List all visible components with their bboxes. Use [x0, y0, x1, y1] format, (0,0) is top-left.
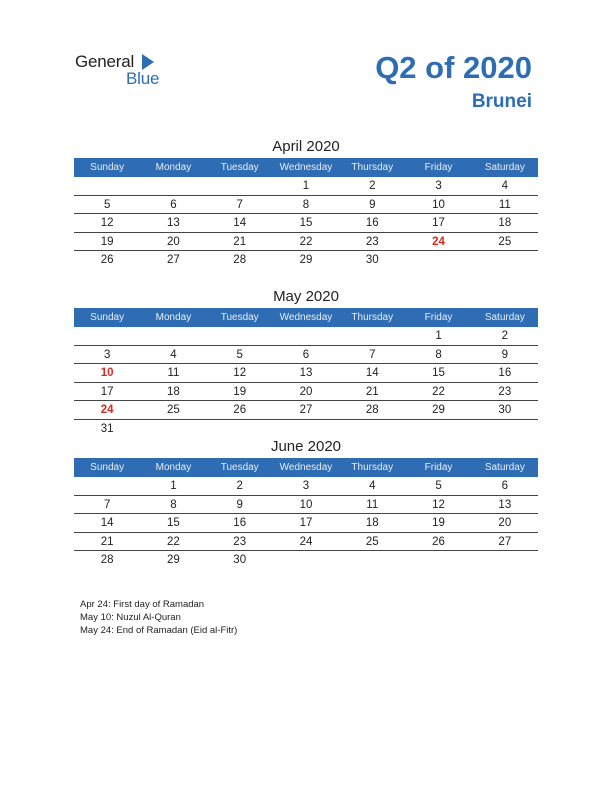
day-cell: 6 — [501, 480, 509, 492]
day-cell: 4 — [170, 348, 177, 361]
week-row — [74, 196, 538, 215]
day-cell: 20 — [498, 517, 512, 530]
day-cell: 8 — [435, 348, 442, 361]
day-cell: 22 — [167, 535, 180, 548]
day-cell: 18 — [365, 517, 379, 530]
day-cell — [140, 420, 206, 438]
day-cell: 7 — [103, 498, 111, 511]
weekday-label: Thursday — [351, 312, 394, 323]
day-cell: 29 — [167, 554, 180, 567]
day-cell: 23 — [233, 535, 247, 548]
weekday-label: Monday — [155, 462, 192, 473]
day-cell: 21 — [100, 535, 114, 548]
day-cell: 1 — [435, 330, 442, 342]
weekday-label: Monday — [155, 162, 192, 173]
day-cell: 19 — [233, 385, 247, 398]
day-cell: 25 — [365, 535, 379, 548]
day-cell — [339, 551, 405, 569]
day-cell: 15 — [299, 217, 313, 230]
weekday-header — [74, 458, 538, 477]
day-cell: 7 — [369, 348, 376, 361]
logo — [75, 52, 175, 92]
day-cell — [472, 420, 538, 438]
day-cell: 17 — [432, 217, 445, 230]
day-cell: 21 — [233, 235, 247, 248]
week-row — [74, 177, 538, 196]
week-row — [74, 496, 538, 515]
day-cell: 7 — [236, 198, 243, 211]
page-title: Q2 of 2020 — [375, 50, 532, 85]
weekday-label: Wednesday — [279, 312, 333, 323]
day-cell: 2 — [236, 480, 243, 492]
weekday-label: Saturday — [484, 462, 525, 473]
day-cell: 4 — [501, 180, 509, 192]
day-cell: 10 — [100, 367, 114, 380]
day-cell: 21 — [365, 385, 379, 398]
weekday-label: Tuesday — [220, 162, 259, 173]
day-cell — [472, 251, 538, 269]
day-cell: 24 — [299, 535, 313, 548]
day-cell — [273, 420, 339, 438]
day-cell: 15 — [432, 367, 445, 380]
country-subtitle: Brunei — [471, 91, 532, 112]
day-cell: 20 — [167, 235, 180, 248]
day-cell: 24 — [432, 235, 445, 248]
day-cell: 9 — [501, 348, 509, 361]
weekday-label: Wednesday — [279, 162, 333, 173]
weekday-label: Friday — [424, 462, 453, 473]
holiday-note: May 24: End of Ramadan (Eid al-Fitr) — [80, 625, 238, 636]
day-cell: 3 — [302, 480, 310, 492]
day-cell: 30 — [233, 554, 247, 567]
day-cell: 24 — [100, 404, 114, 417]
week-row — [74, 327, 538, 346]
day-cell: 25 — [498, 235, 512, 248]
day-cell: 19 — [432, 517, 445, 530]
week-row — [74, 514, 538, 533]
day-cell: 9 — [369, 198, 376, 211]
day-cell: 2 — [369, 180, 376, 192]
day-cell: 5 — [236, 348, 243, 361]
day-cell — [339, 327, 405, 345]
day-cell: 1 — [302, 180, 310, 192]
weekday-label: Monday — [155, 312, 192, 323]
day-cell: 8 — [170, 498, 177, 511]
day-cell: 22 — [299, 235, 313, 248]
day-cell: 4 — [369, 480, 376, 492]
day-cell: 10 — [299, 498, 313, 511]
day-cell: 26 — [233, 404, 247, 417]
month-title: April 2020 — [272, 138, 340, 155]
day-cell: 28 — [233, 254, 247, 267]
day-cell — [405, 420, 471, 438]
day-cell: 26 — [432, 535, 445, 548]
day-cell: 11 — [167, 367, 180, 380]
week-row — [74, 401, 538, 420]
logo-general-text: General — [75, 52, 135, 71]
day-cell: 17 — [100, 385, 114, 398]
day-cell — [405, 251, 471, 269]
weekday-header — [74, 158, 538, 177]
weekday-label: Sunday — [90, 312, 125, 323]
holiday-notes — [80, 598, 237, 637]
day-cell: 5 — [435, 480, 442, 492]
day-cell: 3 — [435, 180, 442, 192]
week-row — [74, 364, 538, 383]
day-cell: 29 — [432, 404, 445, 417]
day-cell: 22 — [432, 385, 445, 398]
day-cell: 19 — [100, 235, 114, 248]
day-cell: 23 — [365, 235, 379, 248]
day-cell: 14 — [365, 367, 379, 380]
day-cell: 13 — [167, 217, 180, 230]
day-cell: 6 — [302, 348, 310, 361]
day-cell: 25 — [167, 404, 180, 417]
day-cell: 26 — [100, 254, 114, 267]
day-cell: 6 — [170, 198, 177, 211]
day-cell — [472, 551, 538, 569]
month-title: June 2020 — [270, 438, 342, 455]
day-cell: 31 — [100, 422, 114, 435]
day-cell — [273, 551, 339, 569]
day-cell: 9 — [236, 498, 243, 511]
weekday-label: Saturday — [484, 162, 525, 173]
weekday-label: Tuesday — [220, 312, 259, 323]
logo-blue-text: Blue — [126, 69, 160, 88]
day-cell — [273, 327, 339, 345]
day-cell: 13 — [299, 367, 313, 380]
weekday-label: Wednesday — [279, 462, 333, 473]
weekday-label: Thursday — [351, 162, 394, 173]
day-cell: 13 — [498, 498, 512, 511]
day-cell: 5 — [103, 198, 111, 211]
day-cell: 20 — [299, 385, 313, 398]
week-row — [74, 346, 538, 365]
weekday-label: Sunday — [90, 162, 125, 173]
day-cell: 2 — [501, 330, 509, 342]
week-row — [74, 233, 538, 252]
day-cell — [207, 327, 273, 345]
holiday-note: Apr 24: First day of Ramadan — [80, 599, 205, 610]
weekday-label: Friday — [424, 312, 453, 323]
day-cell: 27 — [498, 535, 512, 548]
day-cell: 11 — [498, 198, 511, 211]
weekday-label: Sunday — [90, 462, 125, 473]
week-row — [74, 420, 538, 438]
weekday-label: Saturday — [484, 312, 525, 323]
day-cell: 3 — [103, 348, 111, 361]
weekday-header — [74, 308, 538, 327]
day-cell: 1 — [170, 480, 177, 492]
day-cell: 30 — [498, 404, 512, 417]
weekday-label: Tuesday — [220, 462, 259, 473]
day-cell: 27 — [299, 404, 313, 417]
week-row — [74, 251, 538, 269]
day-cell: 28 — [100, 554, 114, 567]
day-cell: 15 — [167, 517, 180, 530]
day-cell: 16 — [498, 367, 512, 380]
day-cell: 14 — [100, 517, 114, 530]
day-cell: 27 — [167, 254, 180, 267]
day-cell: 12 — [432, 498, 445, 511]
day-cell: 28 — [365, 404, 379, 417]
day-cell: 30 — [365, 254, 379, 267]
day-cell: 23 — [498, 385, 512, 398]
day-cell — [74, 327, 140, 345]
day-cell: 18 — [498, 217, 512, 230]
logo-triangle-icon — [142, 54, 154, 70]
day-cell: 16 — [365, 217, 379, 230]
day-cell — [207, 420, 273, 438]
weekday-label: Friday — [424, 162, 453, 173]
week-row — [74, 551, 538, 569]
week-row — [74, 477, 538, 496]
week-row — [74, 383, 538, 402]
day-cell: 16 — [233, 517, 247, 530]
month-title: May 2020 — [273, 288, 339, 305]
day-cell: 10 — [432, 198, 445, 211]
day-cell: 29 — [299, 254, 313, 267]
month-may — [74, 286, 538, 438]
day-cell: 18 — [167, 385, 180, 398]
day-cell — [207, 177, 273, 195]
day-cell: 12 — [100, 217, 114, 230]
week-row — [74, 533, 538, 552]
weekday-label: Thursday — [351, 462, 394, 473]
day-cell — [74, 177, 140, 195]
day-cell: 8 — [302, 198, 310, 211]
day-cell — [405, 551, 471, 569]
month-april — [74, 136, 538, 269]
week-row — [74, 214, 538, 233]
day-cell: 12 — [233, 367, 247, 380]
month-june — [74, 436, 538, 569]
day-cell: 17 — [299, 517, 313, 530]
day-cell — [74, 477, 140, 495]
day-cell — [339, 420, 405, 438]
day-cell — [140, 327, 206, 345]
day-cell: 11 — [366, 498, 379, 511]
day-cell: 14 — [233, 217, 247, 230]
holiday-note: May 10: Nuzul Al-Quran — [80, 612, 181, 623]
day-cell — [140, 177, 206, 195]
